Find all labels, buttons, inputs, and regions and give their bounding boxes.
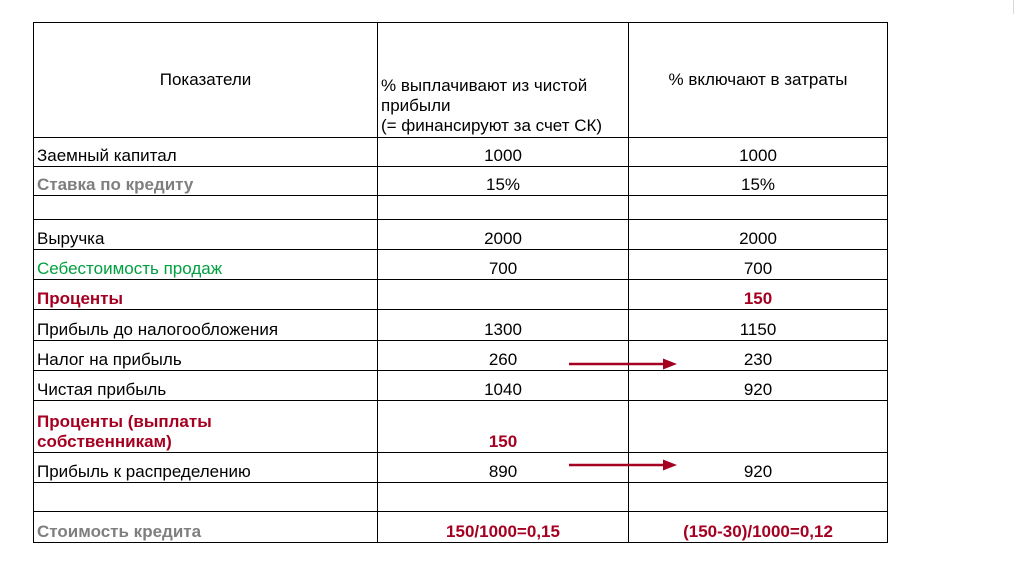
row-value-col1: 2000: [378, 220, 629, 250]
header-indicators: Показатели: [34, 23, 378, 138]
row-label-line2: собственникам): [37, 432, 172, 451]
comparison-table: [33, 22, 888, 543]
row-value-col1: 1000: [378, 138, 629, 167]
header-row: [34, 23, 888, 138]
corner-mark: [1013, 0, 1014, 14]
row-label: Налог на прибыль: [34, 341, 378, 371]
row-label: [34, 401, 378, 453]
row-label: [34, 196, 378, 220]
row-value-col2: [629, 483, 888, 512]
table-row-empty: [34, 483, 888, 512]
row-label: [34, 483, 378, 512]
table-row: [34, 401, 888, 453]
row-value-col2: 700: [629, 250, 888, 280]
row-value-col2: 920: [629, 453, 888, 483]
header-paid-line1: % выплачивают из чистой: [381, 76, 588, 95]
row-label: Прибыль до налогообложения: [34, 310, 378, 341]
row-label: Чистая прибыль: [34, 371, 378, 401]
header-paid-from-profit: [378, 23, 629, 138]
row-value-col1: [378, 196, 629, 220]
table-row: [34, 250, 888, 280]
table-row: [34, 167, 888, 196]
table-row: [34, 220, 888, 250]
row-value-col1: [378, 280, 629, 310]
row-value-col2: (150-30)/1000=0,12: [629, 512, 888, 543]
row-label: Прибыль к распределению: [34, 453, 378, 483]
row-value-col2: 1150: [629, 310, 888, 341]
table-row: [34, 453, 888, 483]
row-value-col1: 15%: [378, 167, 629, 196]
table-row: [34, 512, 888, 543]
table-row: [34, 280, 888, 310]
table-row: [34, 310, 888, 341]
row-value-col1: 150/1000=0,15: [378, 512, 629, 543]
row-value-col1: 1040: [378, 371, 629, 401]
header-paid-line3: (= финансируют за счет СК): [381, 116, 603, 135]
row-label: Ставка по кредиту: [34, 167, 378, 196]
row-label: Стоимость кредита: [34, 512, 378, 543]
row-value-col2: [629, 196, 888, 220]
row-value-col2: 2000: [629, 220, 888, 250]
row-value-col1: 700: [378, 250, 629, 280]
row-value-col1: 150: [378, 401, 629, 453]
table-row: [34, 371, 888, 401]
row-label: Заемный капитал: [34, 138, 378, 167]
row-value-col1: 1300: [378, 310, 629, 341]
arrow-right-icon: [569, 358, 677, 370]
row-label: Выручка: [34, 220, 378, 250]
row-label-line1: Проценты (выплаты: [37, 412, 212, 431]
row-value-col2: [629, 401, 888, 453]
row-value-col2: 920: [629, 371, 888, 401]
row-label: Проценты: [34, 280, 378, 310]
table-row-empty: [34, 196, 888, 220]
row-value-col1: [378, 483, 629, 512]
table-row: [34, 138, 888, 167]
header-included-in-costs: % включают в затраты: [629, 23, 888, 138]
table-row: [34, 341, 888, 371]
arrow-right-icon: [569, 459, 677, 471]
header-paid-line2: прибыли: [381, 96, 451, 115]
row-value-col1: 260: [378, 341, 629, 371]
row-value-col2: 150: [629, 280, 888, 310]
row-label: Себестоимость продаж: [34, 250, 378, 280]
row-value-col2: 1000: [629, 138, 888, 167]
row-value-col1: 890: [378, 453, 629, 483]
row-value-col2: 230: [629, 341, 888, 371]
row-value-col2: 15%: [629, 167, 888, 196]
